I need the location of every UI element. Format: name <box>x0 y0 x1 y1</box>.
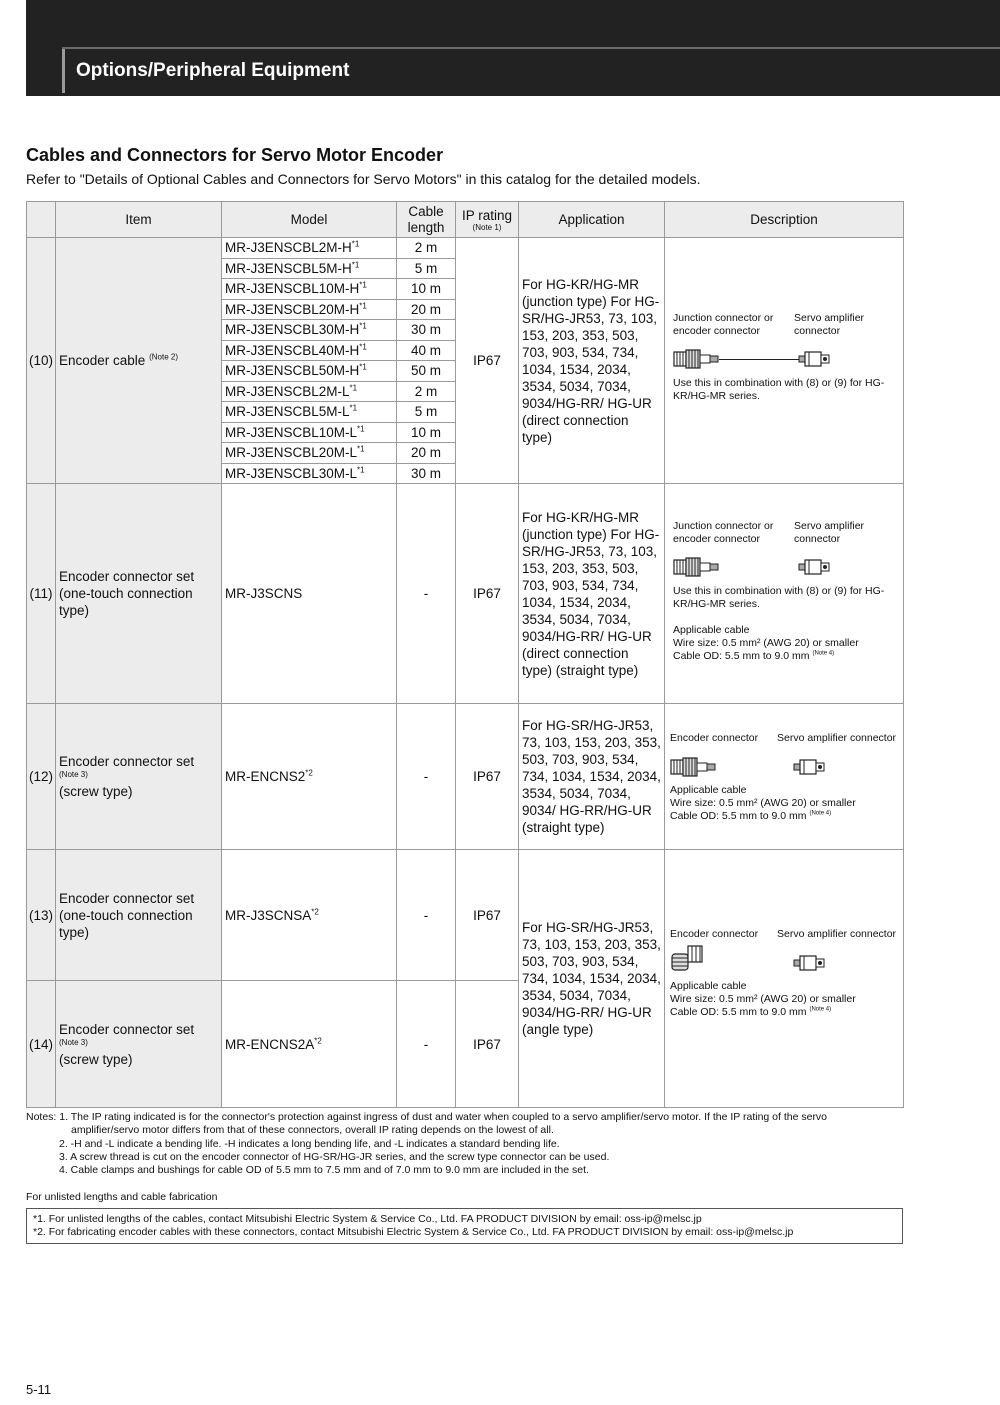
model-text: MR-J3ENSCBL20M-L <box>225 445 358 461</box>
desc-usage: Use this in combination with (8) or (9) for HG-KR/HG-MR series. <box>673 377 885 402</box>
desc-wire-size: Wire size: 0.5 mm² (AWG 20) or smaller <box>670 797 856 809</box>
header-description: Description <box>665 202 904 238</box>
spec-table <box>26 201 904 1108</box>
model-cell <box>222 443 397 464</box>
model-cell <box>222 258 397 279</box>
desc-cable-title: Applicable cable <box>670 980 747 992</box>
model-cell <box>222 463 397 484</box>
ip-cell: IP67 <box>456 850 519 981</box>
model-sup: *1 <box>359 362 367 372</box>
header-model: Model <box>222 202 397 238</box>
desc-label-right: Servo amplifier connector <box>794 312 865 337</box>
note-4: 4. Cable clamps and bushings for cable OD of 5.5 mm to 7.5 mm and of 7.0 mm to 9.0 mm are included in the set. <box>59 1164 589 1177</box>
length-cell: 10 m <box>397 422 456 443</box>
model-cell <box>222 850 397 981</box>
angle-encoder-connector-icon <box>670 944 710 978</box>
model-text: MR-ENCNS2 <box>225 769 306 784</box>
desc-label-right: Servo amplifier connector <box>777 928 897 940</box>
row-num: (13) <box>27 850 56 981</box>
item-text-2: (screw type) <box>59 784 133 799</box>
desc-cable-od <box>673 650 834 663</box>
desc-label-left: Junction connector or encoder connector <box>673 312 774 337</box>
desc-label-right: Servo amplifier connector <box>777 732 897 744</box>
item-cell <box>56 238 222 484</box>
desc-cable-od-text: Cable OD: 5.5 mm to 9.0 mm <box>673 650 810 662</box>
item-note: (Note 3) <box>59 770 88 779</box>
model-cell: MR-J3SCNS <box>222 484 397 704</box>
model-cell <box>222 381 397 402</box>
desc-cable-od <box>670 810 831 823</box>
unlisted-line-2: *2. For fabricating encoder cables with these connectors, contact Mitsubishi Electric System & Service Co., Ltd. FA PRODUCT DIVISION by email: oss-ip@melsc.jp <box>33 1226 794 1238</box>
model-text: MR-J3ENSCBL10M-H <box>225 281 360 297</box>
header-accent <box>62 49 65 93</box>
model-text: MR-J3ENSCBL30M-L <box>225 465 358 481</box>
desc-cable-od-text: Cable OD: 5.5 mm to 9.0 mm <box>670 810 807 822</box>
section-title: Cables and Connectors for Servo Motor Encoder <box>26 145 444 165</box>
amplifier-connector-icon <box>793 954 827 976</box>
model-sup: *1 <box>357 444 365 454</box>
section-description: Refer to "Details of Optional Cables and Connectors for Servo Motors" in this catalog for the detailed models. <box>26 171 701 187</box>
description-cell <box>665 238 904 484</box>
model-text: MR-J3ENSCBL2M-L <box>225 383 350 399</box>
model-text: MR-J3ENSCBL30M-H <box>225 322 360 338</box>
table-row <box>27 238 904 259</box>
model-cell <box>222 279 397 300</box>
model-sup: *1 <box>359 280 367 290</box>
length-cell: 20 m <box>397 299 456 320</box>
desc-wire-size: Wire size: 0.5 mm² (AWG 20) or smaller <box>673 637 859 649</box>
desc-cable-title: Applicable cable <box>673 624 750 636</box>
model-text: MR-J3ENSCBL50M-H <box>225 363 360 379</box>
model-text: MR-ENCNS2A <box>225 1036 315 1052</box>
header-ip-rating-note: (Note 1) <box>472 222 502 232</box>
length-cell: - <box>397 981 456 1108</box>
note-1: Notes: 1. The IP rating indicated is for the connector's protection against ingress of dust and water when coupled to a servo amplifier/servo motor. If the IP rating of the servo <box>26 1111 828 1123</box>
amplifier-connector-icon <box>798 558 832 580</box>
ip-cell: IP67 <box>456 484 519 704</box>
length-cell: 40 m <box>397 340 456 361</box>
description-cell <box>665 704 904 850</box>
application-cell: For HG-KR/HG-MR (junction type) For HG-SR/HG-JR53, 73, 103, 153, 203, 353, 503, 703, 903, 534, 734, 1034, 1534, 2034, 3534, 5034, 7034, 9034/HG-RR/ HG-UR (direct connection type) (straight type) <box>519 484 665 704</box>
length-cell: 30 m <box>397 463 456 484</box>
model-cell <box>222 361 397 382</box>
page-number: 5-11 <box>26 1382 52 1397</box>
model-text: MR-J3ENSCBL20M-H <box>225 301 360 317</box>
encoder-connector-icon <box>670 756 716 782</box>
ip-cell: IP67 <box>456 981 519 1108</box>
desc-label-right: Servo amplifier connector <box>794 520 865 545</box>
model-sup: *1 <box>357 424 365 434</box>
unlisted-box <box>26 1208 903 1244</box>
model-cell <box>222 320 397 341</box>
desc-label-left: Encoder connector <box>670 732 759 744</box>
header-ip-rating-text: IP rating <box>461 207 513 223</box>
note-3: 3. A screw thread is cut on the encoder connector of HG-SR/HG-JR series, and the screw type connector can be used. <box>59 1150 610 1163</box>
model-sup: *1 <box>349 383 358 393</box>
model-text: MR-J3ENSCBL2M-H <box>225 240 352 256</box>
notes-block <box>26 1111 827 1177</box>
model-sup: *1 <box>357 465 365 475</box>
item-text: Encoder cable <box>59 353 146 368</box>
length-cell: - <box>397 850 456 981</box>
length-cell: 50 m <box>397 361 456 382</box>
application-cell: For HG-SR/HG-JR53, 73, 103, 153, 203, 353, 503, 703, 903, 534, 734, 1034, 1534, 2034, 3534, 5034, 7034, 9034/ HG-RR/HG-UR (straight type) <box>519 704 665 850</box>
desc-cable-od <box>670 1006 831 1019</box>
model-sup: *1 <box>351 239 360 249</box>
header-item: Item <box>56 202 222 238</box>
desc-wire-size: Wire size: 0.5 mm² (AWG 20) or smaller <box>670 993 856 1005</box>
table-row <box>27 850 904 981</box>
model-sup: *1 <box>359 342 367 352</box>
length-cell: 20 m <box>397 443 456 464</box>
desc-label-left: Junction connector or encoder connector <box>673 520 774 545</box>
amplifier-connector-icon <box>798 350 832 372</box>
model-text: MR-J3ENSCBL5M-H <box>225 260 352 276</box>
note-2: 2. -H and -L indicate a bending life. -H indicates a long bending life, and -L indicates a standard bending life. <box>59 1137 560 1150</box>
desc-cable-od-note: (Note 4) <box>812 650 835 657</box>
model-text: MR-J3ENSCBL10M-L <box>225 424 358 440</box>
item-text: Encoder connector set <box>59 1021 195 1037</box>
length-cell: 2 m <box>397 381 456 402</box>
table-row <box>27 704 904 850</box>
item-note: (Note 2) <box>149 352 178 362</box>
length-cell: 2 m <box>397 238 456 259</box>
note-1-cont: amplifier/servo motor differs from that of these connectors, overall IP rating depends on the lowest of all. <box>71 1124 554 1137</box>
model-sup: *2 <box>305 768 313 778</box>
model-text: MR-J3SCNSA <box>225 907 312 923</box>
cable-line-icon <box>719 359 799 360</box>
model-cell <box>222 981 397 1108</box>
row-num: (11) <box>27 484 56 704</box>
unlisted-line-1: *1. For unlisted lengths of the cables, contact Mitsubishi Electric System & Service Co., Ltd. FA PRODUCT DIVISION by email: oss-ip@melsc.jp <box>33 1213 702 1225</box>
desc-cable-od-note: (Note 4) <box>809 1006 832 1013</box>
length-cell: 30 m <box>397 320 456 341</box>
table-row <box>27 484 904 704</box>
model-cell <box>222 704 397 850</box>
model-sup: *2 <box>314 1036 322 1045</box>
item-cell: Encoder connector set (one-touch connection type) <box>56 484 222 704</box>
length-cell: - <box>397 484 456 704</box>
length-cell: - <box>397 704 456 850</box>
encoder-connector-icon <box>673 556 719 582</box>
model-sup: *2 <box>311 907 319 916</box>
model-cell <box>222 422 397 443</box>
header-ip-rating <box>456 202 519 238</box>
ip-cell: IP67 <box>456 238 519 484</box>
model-text: MR-J3ENSCBL40M-H <box>225 342 360 358</box>
table-header-row <box>27 202 904 238</box>
item-cell: Encoder connector set (one-touch connection type) <box>56 850 222 981</box>
unlisted-title: For unlisted lengths and cable fabrication <box>26 1191 218 1203</box>
model-text: MR-J3ENSCBL5M-L <box>225 404 350 420</box>
description-cell <box>665 850 904 1108</box>
ip-cell: IP67 <box>456 704 519 850</box>
amplifier-connector-icon <box>793 758 827 780</box>
model-cell <box>222 402 397 423</box>
length-cell: 5 m <box>397 402 456 423</box>
row-num: (14) <box>27 981 56 1108</box>
description-cell <box>665 484 904 704</box>
item-cell <box>56 704 222 850</box>
item-text-2: (screw type) <box>59 1051 133 1067</box>
model-cell <box>222 299 397 320</box>
model-cell <box>222 340 397 361</box>
desc-cable-od-note: (Note 4) <box>809 810 832 817</box>
model-sup: *1 <box>349 403 358 413</box>
model-cell <box>222 238 397 259</box>
desc-cable-title: Applicable cable <box>670 784 747 796</box>
header-cable-length <box>397 202 456 238</box>
header-divider <box>62 47 1000 49</box>
item-text: Encoder connector set <box>59 754 195 769</box>
row-num: (12) <box>27 704 56 850</box>
header-cable-length-text: Cable length <box>407 203 445 235</box>
header-num <box>27 202 56 238</box>
application-cell: For HG-KR/HG-MR (junction type) For HG-SR/HG-JR53, 73, 103, 153, 203, 353, 503, 703, 903, 534, 734, 1034, 1534, 2034, 3534, 5034, 7034, 9034/HG-RR/ HG-UR (direct connection type) <box>519 238 665 484</box>
page-header-title: Options/Peripheral Equipment <box>76 60 350 81</box>
desc-label-left: Encoder connector <box>670 928 759 940</box>
desc-cable-od-text: Cable OD: 5.5 mm to 9.0 mm <box>670 1006 807 1018</box>
application-cell: For HG-SR/HG-JR53, 73, 103, 153, 203, 353, 503, 703, 903, 534, 734, 1034, 1534, 2034, 3534, 5034, 7034, 9034/HG-RR/ HG-UR (angle type) <box>519 850 665 1108</box>
item-cell <box>56 981 222 1108</box>
length-cell: 5 m <box>397 258 456 279</box>
model-sup: *1 <box>359 321 367 331</box>
item-note: (Note 3) <box>59 1037 88 1047</box>
header-application: Application <box>519 202 665 238</box>
model-sup: *1 <box>359 301 367 311</box>
length-cell: 10 m <box>397 279 456 300</box>
model-sup: *1 <box>351 260 360 270</box>
desc-usage: Use this in combination with (8) or (9) for HG-KR/HG-MR series. <box>673 585 885 610</box>
encoder-connector-icon <box>673 348 719 374</box>
row-num: (10) <box>27 238 56 484</box>
